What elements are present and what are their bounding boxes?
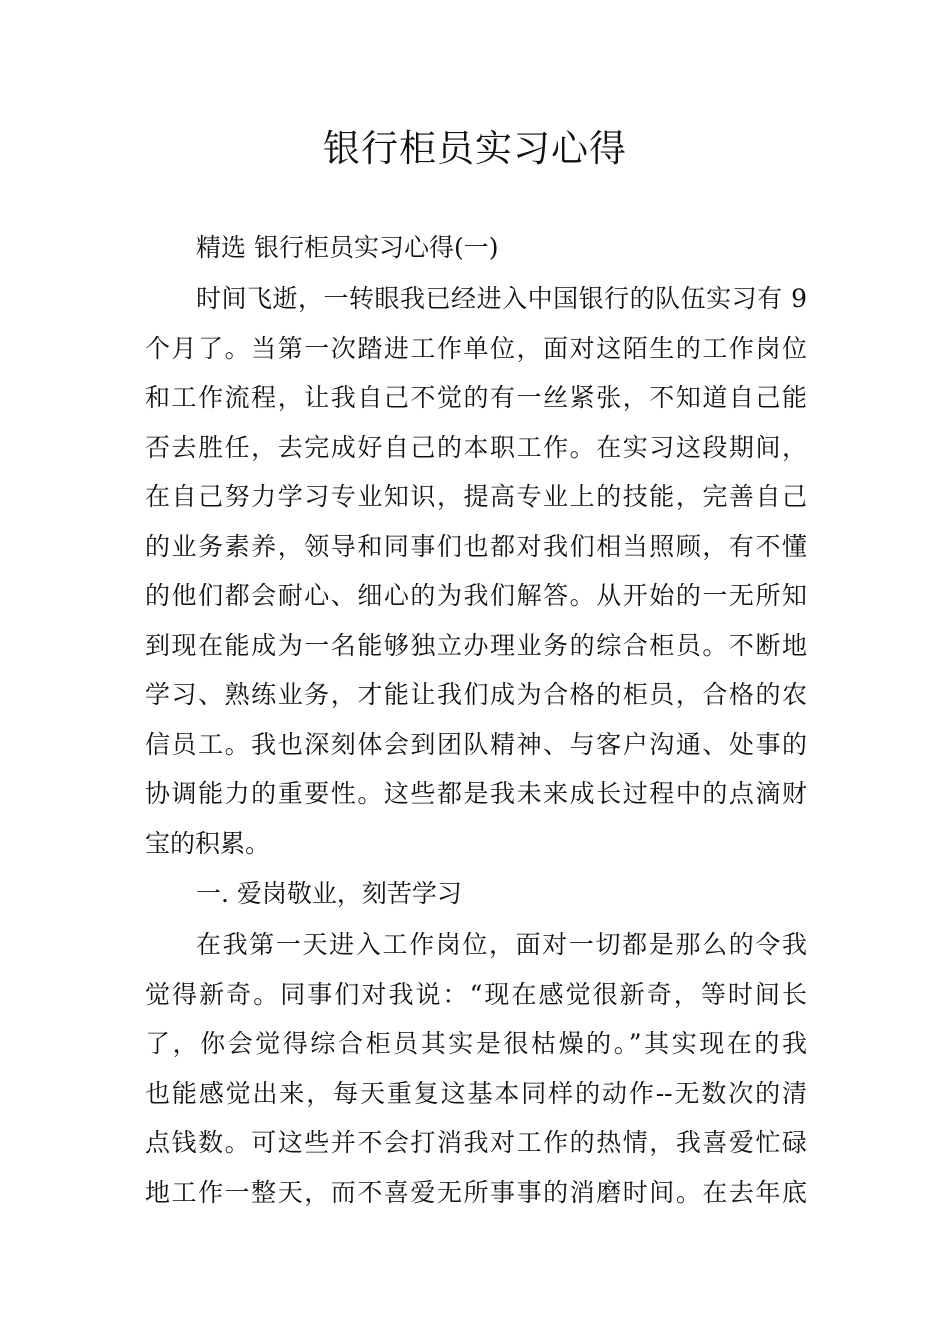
paragraph-1-line: 时间飞逝，一转眼我已经进入中国银行的队伍实习有 9	[196, 284, 807, 313]
section-heading: 一. 爱岗敬业，刻苦学习	[196, 879, 462, 908]
paragraph-1-line: 个月了。当第一次踏进工作单位，面对这陌生的工作岗位	[145, 334, 807, 363]
paragraph-1-line: 到现在能成为一名能够独立办理业务的综合柜员。不断地	[145, 631, 807, 660]
paragraph-1-line: 和工作流程，让我自己不觉的有一丝紧张，不知道自己能	[145, 383, 807, 412]
paragraph-2-line: 也能感觉出来，每天重复这基本同样的动作--无数次的清	[145, 1079, 807, 1108]
paragraph-2-line: 地工作一整天，而不喜爱无所事事的消磨时间。在去年底	[145, 1178, 807, 1207]
paragraph-1-line: 的他们都会耐心、细心的为我们解答。从开始的一无所知	[145, 581, 807, 610]
paragraph-1-line: 在自己努力学习专业知识，提高专业上的技能，完善自己	[145, 482, 807, 511]
paragraph-1-line: 学习、熟练业务，才能让我们成为合格的柜员，合格的农	[145, 680, 807, 709]
paragraph-1-line: 的业务素养，领导和同事们也都对我们相当照顾，有不懂	[145, 532, 807, 561]
paragraph-2-line: 点钱数。可这些并不会打消我对工作的热情，我喜爱忙碌	[145, 1128, 807, 1157]
paragraph-1-line: 协调能力的重要性。这些都是我未来成长过程中的点滴财	[145, 779, 807, 808]
paragraph-1-line: 宝的积累。	[145, 829, 271, 858]
paragraph-2-line: 了，你会觉得综合柜员其实是很枯燥的。”其实现在的我	[145, 1029, 807, 1058]
paragraph-1-line: 否去胜任，去完成好自己的本职工作。在实习这段期间，	[145, 433, 807, 462]
document-title: 银行柜员实习心得	[323, 127, 627, 170]
paragraph-1-line: 信员工。我也深刻体会到团队精神、与客户沟通、处事的	[145, 730, 807, 759]
paragraph-2-line: 觉得新奇。同事们对我说：“现在感觉很新奇，等时间长	[145, 980, 807, 1009]
document-subtitle: 精选 银行柜员实习心得(一)	[196, 233, 499, 262]
paragraph-2-line: 在我第一天进入工作岗位，面对一切都是那么的令我	[196, 930, 807, 959]
